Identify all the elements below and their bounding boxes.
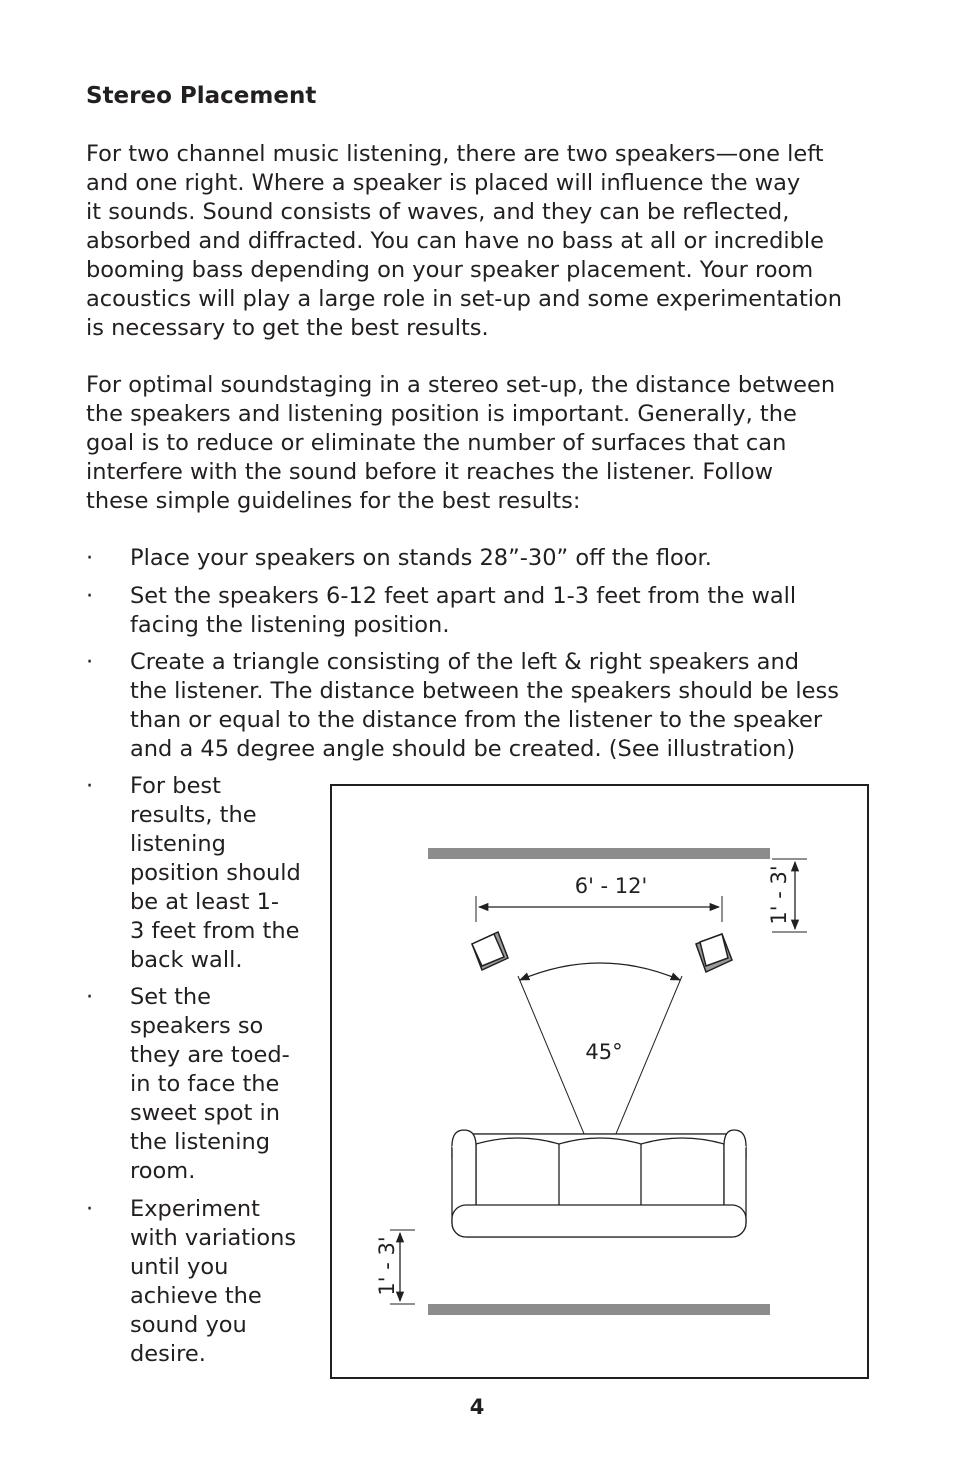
page-number: 4 <box>469 1395 485 1419</box>
bullet-marker: · <box>86 649 94 675</box>
list-item-text: For best results, the listening position should be at least 1- 3 feet from the back wall. <box>130 773 301 973</box>
back-wall-distance-label: 1' - 3' <box>375 1236 399 1296</box>
list-item-text: Set the speakers so they are toed- in to face the sweet spot in the listening room. <box>130 984 290 1184</box>
left-speaker-icon <box>472 932 508 970</box>
intro-paragraph: For two channel music listening, there are two speakers—one left and one right. Where a speaker is placed will influence the way it sounds. Sound consists of waves, and they can be reflected, absorbed and diffracted. You can have no bass at all or incredible booming bass depending on your speaker placement. Your room acoustics will play a large role in set-up and some experimentation is necessary to get the best results. <box>86 141 843 341</box>
list-item-text: Place your speakers on stands 28”-30” off the floor. <box>130 545 712 571</box>
list-item-text: Experiment with variations until you achieve the sound you desire. <box>130 1196 297 1367</box>
bullet-marker: · <box>86 1196 94 1222</box>
bullet-marker: · <box>86 583 94 609</box>
front-wall-distance-label: 1' - 3' <box>767 865 791 925</box>
speaker-spacing-dimension <box>476 874 722 922</box>
section-title: Stereo Placement <box>86 83 317 109</box>
bullet-marker: · <box>86 545 94 571</box>
angle-label: 45° <box>585 1040 623 1064</box>
bullet-marker: · <box>86 984 94 1010</box>
bullet-marker: · <box>86 773 94 799</box>
sofa-icon <box>452 1130 746 1237</box>
right-speaker-icon <box>696 934 732 972</box>
front-wall-distance-dimension <box>767 859 807 932</box>
list-item-text: Set the speakers 6-12 feet apart and 1-3 feet from the wall facing the listening position. <box>130 583 797 638</box>
soundstaging-paragraph: For optimal soundstaging in a stereo set-up, the distance between the speakers and listening position is important. Generally, the goal is to reduce or eliminate the number of surfaces that can interfere with the sound before it reaches the listener. Follow these simple guidelines for the best results: <box>86 372 836 514</box>
list-item-text: Create a triangle consisting of the left & right speakers and the listener. The distance between the speakers should be less than or equal to the distance from the listener to the speaker and a 45 degree angle should be created. (See illustration) <box>130 649 839 762</box>
speaker-placement-illustration <box>330 784 870 1380</box>
speaker-spacing-label: 6' - 12' <box>574 874 648 898</box>
back-wall <box>428 1304 770 1315</box>
back-wall-distance-dimension <box>375 1230 415 1304</box>
front-wall <box>428 848 770 859</box>
